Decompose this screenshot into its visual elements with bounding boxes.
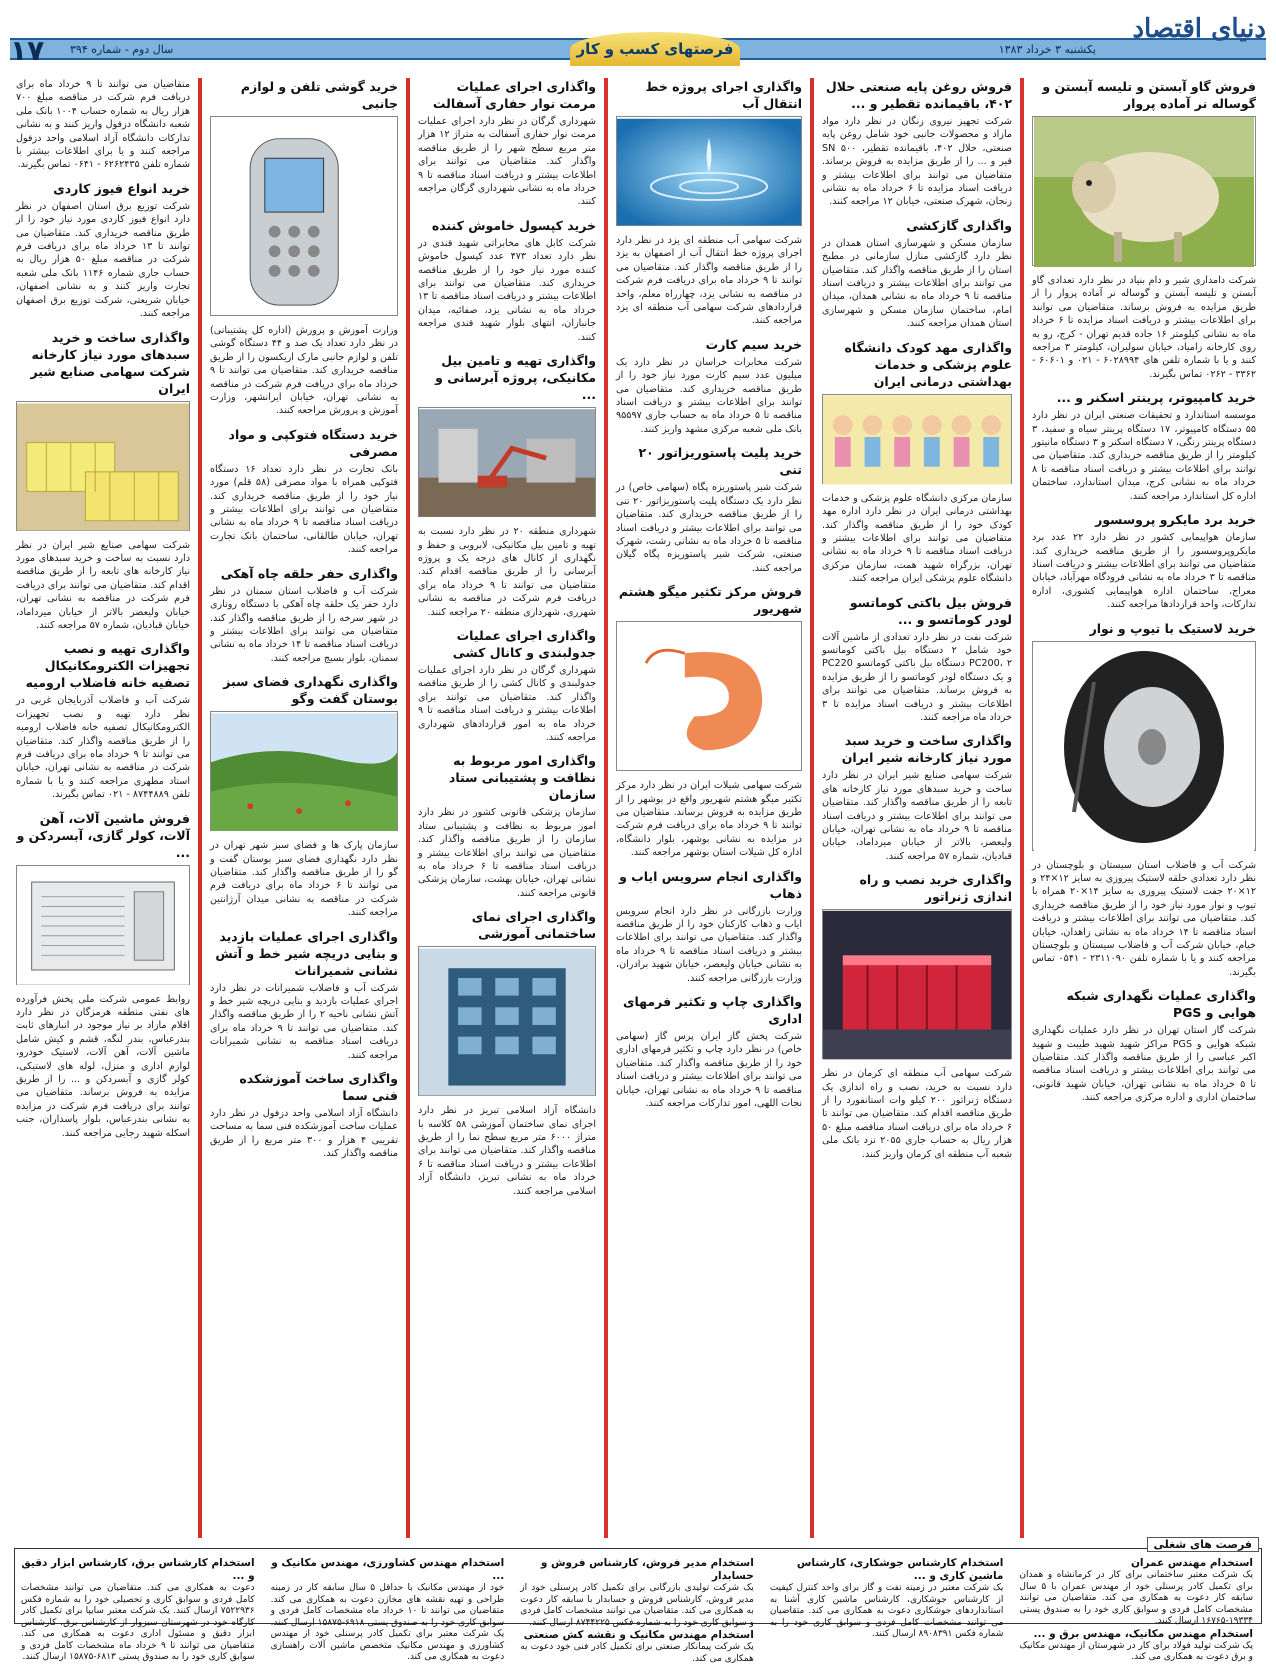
ad-body: شرکت آب و فاضلاب استان سیستان و بلوچستان در نظر دارد تعدادی حلقه لاستیک پیروزی به سایز ۱۲×۲۴ و ۱۲×۲۰ جفت لاستیک پیروزی به سایز ۱۴×۲۰ همراه با تیوپ و نوار مورد نیاز خود را از طریق مناقصه خریداری کند. متقاضیان می توانند برای اطلاعات بیشتر و دریافت اسناد مناقصه تا ۱۴ خرداد ماه به نشانی زاهدان، خیابان خیام، خیابان شرکت آب و فاضلاب سیستان و بلوچستان مراجعه کنند و یا با شماره تلفن ۲۳۱۱۰۹۰ - ۰۵۴۱ تماس بگیرند. (1032, 859, 1257, 978)
ad-title: واگذاری حفر حلقه چاه آهکی (220, 565, 398, 581)
ac-photo (16, 865, 190, 985)
job-body: یک شرکت معتبر در زمینه نفت و گاز برای واحد کنترل کیفیت از کارشناس جوشکاری، کارشناس ماشین کاری آشنا به استانداردهای جوشکاری دعوت به همکاری می کند. متقاضیان می توانند مشخصات کامل فردی و سوابق کاری خود را به شماره فکس ۸۹۰۸۳۹۱ ارسال کنند. (769, 1583, 1004, 1639)
ad-title: واگذاری ساخت و خرید سبد مورد نیاز کارخانه شیر ایران (841, 733, 1012, 766)
ad-article (210, 565, 398, 665)
job-body: یک شرکت پیمانکار صنعتی برای تکمیل کادر فنی خود دعوت به همکاری می کند. (520, 1642, 754, 1664)
ad-article (16, 78, 190, 172)
ad-article (822, 217, 1012, 331)
ad-body: روابط عمومی شرکت ملی پخش فرآورده های نفتی منطقه هرمزگان در نظر دارد اقلام مازاد بر نیاز موجود در انبارهای ثابت بندرعباس، بندر لنگه، قشم و کیش شامل ماشین آلات، آهن آلات، لاستیک خودرو، لوازم اداری و منزل، لوله های لاستیکی، کولر گازی و آبسردکن و ... را از طریق مزایده به فروش برساند. متقاضیان می توانند برای دریافت فرم شرکت در مزایده به نشانی بندرعباس، بلوار پاسداران، جنب اسکله شهید رجایی مراجعه کنند. (16, 993, 190, 1139)
column-divider (198, 78, 202, 1538)
ad-body: سازمان پزشکی قانونی کشور در نظر دارد امور مربوط به نظافت و پشتیبانی ستاد سازمان را از طریق مناقصه واگذار کند. متقاضیان می توانند برای اطلاعات بیشتر و دریافت اسناد مناقصه تا ۶ خرداد ماه به نشانی تهران، خیابان بهشت، سازمان پزشکی قانونی مراجعه کنند. (418, 807, 596, 899)
ad-body: شرکت شیر پاستوریزه پگاه (سهامی خاص) در نظر دارد یک دستگاه پلیت پاستوریزاتور ۲۰ تنی را از طریق مناقصه خریداری کند. متقاضیان می توانند برای اطلاعات بیشتر و دریافت اسناد مناقصه تا ۵ خرداد ماه به نشانی رشت، شهرک صنعتی، شرکت شیر پاستوریزه پگاه گیلان مراجعه کنند. (616, 482, 803, 574)
ad-article (16, 640, 190, 801)
ad-title: خرید پلیت پاستوریزاتور ۲۰ تنی (638, 445, 802, 478)
ad-title: واگذاری خرید نصب و راه اندازی ژنراتور (859, 872, 1012, 905)
column-5 (204, 78, 404, 1540)
ad-title: فروش گاو آبستن و تلیسه آبستن و گوساله نر آماده پروار (1042, 79, 1256, 111)
job-body: یک شرکت معتبر ساختمانی برای کار در کرمانشاه و همدان برای تکمیل کادر پرسنلی خود از مهندس عمران با ۵ سال سابقه کار دعوت به همکاری می کند. متقاضیان می توانند مشخصات کامل فردی و سوابق کاری خود را به صندوق پستی ۱۹۳۳۴-۱۶۷۶۵ ارسال کنند. (1019, 1570, 1254, 1626)
ad-title: واگذاری اجرای پروژه خط انتقال آب (645, 79, 802, 111)
ad-body: شرکت مخابرات خراسان در نظر دارد یک میلیون عدد سیم کارت مورد نیاز خود را از طریق مناقصه خریداری کند. متقاضیان می توانند برای اطلاعات بیشتر و دریافت اسناد مناقصه تا ۵ خرداد ماه به حساب جاری ۹۵۵۹۷ بانک ملی شعبه مرکزی مشهد واریز کنند. (616, 356, 802, 435)
ad-article (616, 868, 802, 985)
ad-title: واگذاری نگهداری فضای سبز بوستان گفت وگو (223, 674, 398, 707)
column-divider (406, 78, 410, 1538)
ad-title: فروش مرکز تکثیر میگو هشتم شهریور (618, 584, 802, 617)
header-date: یکشنبه ۳ خرداد ۱۳۸۳ (998, 43, 1096, 56)
ad-article (210, 324, 398, 418)
job-title: استخدام مهندس مکانیک، مهندس برق و ... (1033, 1627, 1253, 1640)
sheep-photo (1032, 116, 1256, 266)
shrimp-photo (616, 621, 802, 771)
ad-article (616, 234, 802, 328)
ad-body: بانک تجارت در نظر دارد تعداد ۱۶ دستگاه فتوکپی همراه با مواد مصرفی (۵۸ قلم) مورد نیاز خود را از طریق مناقصه خریداری کند. متقاضیان می توانند برای اطلاعات بیشتر و دریافت اسناد مناقصه تا ۹ خرداد ماه به نشانی تهران، خیابان طالقانی، ساختمان بانک تجارت مراجعه کنند. (210, 463, 398, 556)
ad-body: شهرداری گرگان در نظر دارد اجرای عملیات جدولبندی و کانال کشی را از طریق مناقصه واگذار کند. متقاضیان می توانند برای اطلاعات بیشتر و دریافت اسناد مناقصه تا ۹ خرداد ماه به امور قراردادهای شهرداری مراجعه کنند. (418, 664, 596, 743)
ad-article (822, 78, 1012, 209)
ad-body: موسسه استاندارد و تحقیقات صنعتی ایران در نظر دارد ۵۵ دستگاه کامپیوتر، ۱۷ دستگاه پرینتر سیاه و سفید، ۳ دستگاه پرینتر رنگی، ۷ دستگاه اسکنر و ۳ دستگاه مانیتور کیلومتر را از طریق مناقصه خریداری کند. متقاضیان می توانند برای اطلاعات بیشتر و دریافت اسناد مناقصه تا ۸ خرداد ماه به نشانی کرج، میدان استاندارد، ساختمان اداره کل استاندارد مراجعه کنند. (1032, 410, 1256, 502)
column-1 (1026, 78, 1262, 1540)
ad-body: شرکت سهامی صنایع شیر ایران در نظر دارد نسبت به ساخت و خرید سبدهای مورد نیاز کارخانه های تابعه را از طریق مناقصه اقدام کند. متقاضیان می توانند برای دریافت فرم شرکت در مناقصه به نشانی تهران، خیابان ولیعصر بالاتر از خیابان میرداماد، خیابان قبادیان، شماره ۵۷ مراجعه کنند. (16, 539, 190, 631)
ad-article (1032, 511, 1256, 611)
ad-title: خرید گوشی تلفن و لوازم جانبی (240, 79, 398, 111)
ad-article (1032, 274, 1256, 381)
ad-article (1032, 987, 1256, 1104)
ad-article (1032, 859, 1256, 980)
column-divider (1020, 78, 1024, 1538)
ad-body: شرکت سهامی آب منطقه ای کرمان در نظر دارد نسبت به خرید، نصب و راه اندازی یک دستگاه ژنراتور ۲۰۰ کیلو وات استانفورد را از طریق مناقصه اقدام کند. متقاضیان می توانند تا ۶ خرداد ماه برای دریافت اسناد مناقصه مبلغ ۵۰ هزار ریال به حساب جاری ۲۰۵۵ نزد بانک ملی شعبه آب منطقه ای کرمان واریز کنند. (822, 1068, 1013, 1160)
ad-article (822, 1067, 1012, 1161)
ad-article (16, 993, 190, 1140)
newspaper-logo[interactable]: دنیای اقتصاد (1132, 14, 1266, 44)
job-column (267, 1557, 509, 1662)
ad-article (16, 180, 190, 321)
tire-photo (1032, 641, 1256, 851)
ad-body: شرکت آب و فاضلاب استان سمنان در نظر دارد حفر یک حلقه چاه آهکی با دستگاه روتاری در شهر سرخه را از طریق مناقصه واگذار کند. متقاضیان می توانند برای اطلاعات بیشتر و دریافت اسناد مناقصه تا ۱۴ خرداد ماه به نشانی سمنان، بلوار بسیج مراجعه کنند. (210, 585, 398, 664)
column-3 (610, 78, 808, 1540)
ad-article (16, 539, 190, 633)
ad-body: وزارت آموزش و پرورش (اداره کل پشتیبانی) در نظر دارد تعداد یک صد و ۴۴ دستگاه گوشی تلفن و لوازم جانبی مارک اریکسون را از طریق مناقصه خریداری کند. متقاضیان می توانند تا ۹ خرداد ماه برای دریافت فرم شرکت در مناقصه به نشانی تهران، خیابان ایرانشهر، وزارت آموزش و پرورش مراجعه کنند. (210, 325, 398, 417)
job-title: استخدام مهندس مکانیک و نقشه کش صنعتی (523, 1629, 754, 1641)
ad-body: شرکت سهامی صنایع شیر ایران در نظر دارد ساخت و خرید سبدهای مورد نیاز کارخانه های تابعه را از طریق مناقصه واگذار کند. متقاضیان می توانند برای اطلاعات بیشتر و دریافت اسناد مناقصه تا ۹ خرداد ماه به نشانی تهران، خیابان ولیعصر، بالاتر از خیابان میرداماد، خیابان قبادیان، شماره ۵۷ مراجعه کنند. (822, 770, 1012, 862)
ad-article (210, 928, 398, 1062)
ad-article (616, 779, 802, 859)
ad-article (418, 627, 596, 744)
ad-body: شهرداری منطقه ۲۰ در نظر دارد نسبت به تهیه و تامین بیل مکانیکی، لابروبی و حفظ و نگهداری از کانال های درجه یک و پروژه آبرسانی را از طریق مناقصه اقدام کند. متقاضیان می توانند تا ۹ خرداد ماه برای دریافت فرم شرکت در مناقصه به نشانی شهرری، شهرداری منطقه ۲۰ مراجعه کنند. (418, 526, 597, 618)
ad-body: شرکت نفت در نظر دارد تعدادی از ماشین آلات خود شامل ۲ دستگاه بیل باکتی کوماتسو PC200، ۲ دستگاه بیل باکتی کوماتسو PC220 و یک دستگاه لودر کوماتسو را از طریق مزایده به فروش برساند. متقاضیان می توانند برای اطلاعات بیشتر و دریافت اسناد مزایده تا ۳ خرداد ماه مراجعه کنند. (822, 631, 1012, 723)
ad-title: واگذاری اجرای عملیات مرمت نوار حفاری آسفالت (432, 79, 596, 111)
job-body: یک شرکت تولیدی بازرگانی برای تکمیل کادر پرسنلی خود از مدیر فروش، کارشناس فروش و حسابدار با سابقه کار دعوت به همکاری می کند. متقاضیان می توانند مشخصات کامل فردی و سوابق کاری خود را به شماره فکس ۸۷۴۴۲۲۵ ارسال کنند. (520, 1583, 754, 1628)
ad-article (418, 217, 596, 344)
ad-title: واگذاری گازکشی (906, 217, 1012, 233)
ad-article (418, 525, 596, 619)
page-header (10, 8, 1266, 68)
ad-article (822, 594, 1012, 725)
column-4 (412, 78, 602, 1540)
job-title: استخدام مدیر فروش، کارشناس فروش و حسابدار (540, 1557, 754, 1582)
issue-number: سال دوم - شماره ۳۹۴ (70, 43, 174, 56)
ad-body: شرکت پخش گاز ایران پرس گاز (سهامی خاص) در نظر دارد چاپ و تکثیر فرمهای اداری خود را از طریق مناقصه واگذار کند. متقاضیان می توانند برای اطلاعات بیشتر و دریافت اسناد مناقصه تا ۹ خرداد ماه به نشانی تهران، خیابان نجات اللهی، امور تدارکات مراجعه کنند. (616, 1031, 802, 1110)
ad-body: شرکت دامداری شیر و دام بنیاد در نظر دارد تعدادی گاو آبستن و تلیسه آبستن و گوساله نر آماده پروار را از طریق مزایده به فروش برساند. متقاضیان می توانند برای اطلاعات بیشتر و دریافت اسناد مزایده تا ۶ خرداد ماه به نشانی کیلومتر ۱۶ جاده قدیم تهران - کرج، رو به روی کارخانه زامیاد، خیابان سولیران، کیلومتر ۳ مراجعه کنند و یا با شماره تلفن های ۶۰۲۸۹۹۴ - ۰۲۱ و ۶۰۶۰۱ - ۳۳۶۲ - ۰۲۶۲ تماس بگیرند. (1032, 275, 1257, 380)
ad-article (418, 1104, 596, 1198)
ad-title: واگذاری ساخت و خرید سبدهای مورد نیاز کارخانه شرکت سهامی صنایع شیر ایران (30, 329, 190, 396)
column-6 (10, 78, 196, 1540)
construction-photo (418, 407, 596, 517)
job-column (17, 1557, 259, 1662)
ad-body: شرکت آب و فاضلاب شمیرانات در نظر دارد اجرای عملیات بازدید و بنایی دریچه شیر خط و آتش نشانی ناحیه ۲ را از طریق مناقصه واگذار کند. متقاضیان می توانند تا ۹ خرداد ماه برای دریافت اسناد مناقصه به نشانی شمیرانات مراجعه کنند. (210, 982, 398, 1061)
ad-title: واگذاری انجام سرویس ایاب و ذهاب (619, 868, 802, 901)
ad-title: فروش ماشین آلات، آهن آلات، کولر گازی، آبسردکن و ... (16, 810, 190, 860)
ad-title: واگذاری مهد کودک دانشگاه علوم پزشکی و خدمات بهداشتی درمانی ایران (844, 339, 1012, 389)
job-title: استخدام کارشناس جوشکاری، کارشناس ماشین کاری و ... (796, 1557, 1004, 1582)
ad-title: واگذاری تهیه و نصب تجهیزات الکترومکانیکال تصفیه خانه فاضلاب ارومیه (25, 641, 190, 691)
ad-title: واگذاری اجرای عملیات بازدید و بنایی دریچه شیر خط و آتش نشانی شمیرانات (215, 928, 398, 978)
ad-body: دانشگاه آزاد اسلامی تبریز در نظر دارد اجرای نمای ساختمان آموزشی ۵۸ کلاسه با متراژ ۶۰۰۰ متر مربع سطح نما را از طریق مناقصه واگذار کند. متقاضیان می توانند برای اطلاعات بیشتر و دریافت اسناد مناقصه تا ۶ خرداد ماه به نشانی تبریز، دانشگاه آزاد اسلامی مراجعه کنند. (418, 1105, 596, 1197)
ad-body: شرکت توزیع برق استان اصفهان در نظر دارد انواع فیوز کاردی مورد نیاز خود را از طریق مناقصه خریداری کند. متقاضیان می توانند تا ۱۳ خرداد ماه برای دریافت فرم شرکت در مناقصه مبلغ ۵۰ هزار ریال به حساب جاری شماره ۱۱۴۶ بانک ملی شعبه تجارت واریز کنند و به نشانی اصفهان، خیابان شریعتی، شرکت توزیع برق اصفهان مراجعه کنند. (16, 200, 191, 320)
ad-article (210, 78, 398, 316)
ad-article (616, 993, 802, 1110)
ad-article (822, 492, 1012, 586)
job-body: یک شرکت تولید فولاد برای کار در شهرستان از مهندس مکانیک و برق دعوت به همکاری می کند. (1019, 1640, 1253, 1662)
ad-title: خرید دستگاه فتوکپی و مواد مصرفی (228, 426, 398, 459)
ad-title: خرید برد مایکرو پروسسور (1095, 512, 1256, 528)
ad-article (418, 352, 596, 517)
job-column (1015, 1557, 1257, 1662)
job-column (766, 1557, 1008, 1639)
job-opportunities-tag: فرصت های شغلی (1147, 1537, 1259, 1552)
ad-title: واگذاری امور مربوط به نظافت و پشتیبانی ستاد سازمان (448, 753, 596, 803)
ad-body: سازمان مسکن و شهرسازی استان همدان در نظر دارد گازکشی منازل سازمانی در مطبخ استان را از طریق مناقصه واگذار کند. متقاضیان می توانند برای اطلاعات بیشتر و دریافت اسناد مناقصه تا ۹ خرداد ماه به نشانی همدان، میدان امام، ساختمان سازمان مسکن و شهرسازی استان همدان مراجعه کنند. (822, 237, 1012, 330)
ad-article (16, 329, 190, 531)
ad-body: سازمان هواپیمایی کشور در نظر دارد ۲۲ عدد برد مایکروپروسسور را از طریق مناقصه خریداری کند. متقاضیان می توانند برای اطلاعات بیشتر و دریافت اسناد مناقصه تا ۳ خرداد ماه به نشانی فرودگاه مهرآباد، خیابان معراج، ساختمان اداره هواپیمایی کشوری، اداره تدارکات، واحد قراردادها مراجعه کنند. (1032, 532, 1256, 611)
dolls-photo (822, 394, 1012, 484)
ad-article (616, 444, 802, 575)
phone-photo (210, 116, 398, 316)
column-divider (604, 78, 608, 1538)
ad-title: خرید انواع فیوز کاردی (53, 180, 190, 196)
ad-body: متقاضیان می توانند تا ۹ خرداد ماه برای دریافت فرم شرکت در مناقصه مبلغ ۷۰۰ هزار ریال به شماره حساب ۱۰۰۴ بانک ملی شعبه دانشگاه دزفول واریز کنند و به نشانی تدارکات دانشگاه آزاد اسلامی واحد دزفول مراجعه کنند و یا برای اطلاعات بیشتر با شماره تلفن ۶۲۶۲۴۳۵ - ۰۶۴۱ تماس بگیرند. (16, 79, 190, 171)
ad-article (616, 336, 802, 436)
ad-title: فروش روغن پایه صنعتی حلال ۴۰۲، باقیمانده تقطیر و ... (825, 79, 1012, 111)
ad-article (822, 339, 1012, 484)
ad-article (822, 871, 1012, 1059)
ad-article (1032, 78, 1256, 266)
ad-body: وزارت بازرگانی در نظر دارد انجام سرویس ایاب و ذهاب کارکنان خود را از طریق مناقصه واگذار کند. متقاضیان می توانند برای اطلاعات بیشتر و دریافت اسناد مناقصه تا ۹ خرداد ماه به نشانی خیابان ولیعصر، خیابان شهید برادران، وزارت بازرگانی مراجعه کنند. (616, 905, 802, 984)
job-column (516, 1557, 758, 1664)
ad-body: سازمان مرکزی دانشگاه علوم پزشکی و خدمات بهداشتی درمانی ایران در نظر دارد اداره مهد کودک خود را از طریق مناقصه واگذار کند. متقاضیان می توانند برای اطلاعات بیشتر و دریافت اسناد مناقصه تا ۹ خرداد ماه به نشانی تهران، بزرگراه شهید همت، سازمان مرکزی دانشگاه علوم پزشکی ایران مراجعه کنند. (821, 492, 1012, 585)
ad-article (616, 583, 802, 771)
ad-article (1032, 389, 1256, 503)
ad-body: دانشگاه آزاد اسلامی واحد دزفول در نظر دارد عملیات ساخت آموزشکده فنی سما به مساحت تقریبی ۴ هزار و ۳۰۰ متر مربع را از طریق مناقصه واگذار کند. (210, 1108, 398, 1160)
job-title: استخدام مهندس کشاورزی، مهندس مکانیک و ... (271, 1557, 505, 1582)
ad-body: شرکت کابل های مخابراتی شهید قندی در نظر دارد تعداد ۴۷۳ عدد کپسول خاموش کننده مورد نیاز خود را از طریق مناقصه خریداری کند. متقاضیان می توانند برای اطلاعات بیشتر و دریافت اسناد مناقصه تا ۱۳ خرداد ماه به نشانی یزد، صفائیه، میدان جانبازان، انتهای بلوار شهید قندی مراجعه کنند. (418, 237, 596, 343)
ad-article (210, 673, 398, 831)
ad-article (418, 752, 596, 900)
glass-building-photo (418, 946, 596, 1096)
section-title: فرصتهای کسب و کار (570, 32, 740, 66)
column-2 (816, 78, 1018, 1540)
ad-title: واگذاری اجرای عملیات جدولبندی و کانال کشی (452, 627, 596, 660)
ad-title: خرید کپسول خاموش کننده (431, 217, 596, 233)
ad-article (418, 908, 596, 1096)
ad-article (822, 732, 1012, 863)
ad-title: واگذاری اجرای نمای ساختمانی آموزشی (471, 909, 596, 942)
ad-title: واگذاری چاپ و تکثیر فرمهای اداری (623, 994, 802, 1026)
job-title: استخدام مهندس عمران (1130, 1557, 1253, 1569)
ad-title: خرید کامپیوتر، پرینتر اسکنر و ... (1056, 390, 1256, 406)
job-body: خود از مهندس مکانیک با حداقل ۵ سال سابقه کار در زمینه طراحی و تهیه نقشه های مخازن دعوت به همکاری می کند. متقاضیان می توانند تا ۱۰ خرداد ماه مشخصات کامل فردی و سوابق کاری خود را به صندوق پستی ۶۹۱۸-۱۵۸۷۵ ارسال کنند. یک شرکت معتبر برای تکمیل کادر پرسنلی خود از مهندس کشاورزی و مهندس مکانیک متخصص ماشین آلات راهسازی دعوت به همکاری می کند. (270, 1583, 505, 1662)
ad-title: واگذاری ساخت آموزشکده فنی سما (239, 1071, 398, 1103)
ad-body: شرکت سهامی شیلات ایران در نظر دارد مرکز تکثیر میگو هشتم شهریور واقع در بوشهر را از طریق مزایده به فروش برساند. متقاضیان می توانند تا ۹ خرداد ماه برای دریافت فرم شرکت در مزایده به نشانی بوشهر، بلوار دانشگاه، اداره کل شیلات استان بوشهر مراجعه کنند. (616, 780, 802, 859)
job-opportunities-box (14, 1538, 1262, 1664)
ad-body: شرکت سهامی آب منطقه ای یزد در نظر دارد اجرای پروژه خط انتقال آب از اصفهان به یزد را از طریق مناقصه واگذار کند. متقاضیان می توانند تا ۹ خرداد ماه برای دریافت فرم شرکت در مناقصه به نشانی یزد، چهارراه معلم، واحد قراردادهای شرکت سهامی آب منطقه ای یزد مراجعه کنند. (616, 235, 802, 327)
job-title: استخدام کارشناس برق، کارشناس ابزار دقیق و ... (21, 1557, 255, 1582)
ad-title: واگذاری عملیات نگهداری شبکه هوایی و PGS (1066, 988, 1256, 1021)
ad-title: واگذاری تهیه و تامین بیل مکانیکی، پروژه آبرسانی و ... (435, 353, 596, 403)
ad-title: خرید لاستیک با تیوپ و نوار (1089, 620, 1256, 636)
ad-article (210, 839, 398, 919)
building-red-photo (822, 909, 1012, 1059)
job-body: دعوت به همکاری می کند. متقاضیان می توانند مشخصات کامل فردی و سوابق کاری و تحصیلی خود را به شماره فکس ۷۵۲۲۹۳۶ ارسال کنند. یک شرکت معتبر سایپا برای تکمیل کادر کارگاه خود در شهرستان سبزوار از کارشناس برق، کارشناس ابزار دقیق و مسئول اداری دعوت به همکاری می کند. متقاضیان می توانند تا ۹ خرداد ماه مشخصات کامل فردی و سوابق کاری خود را به صندوق پستی ۶۸۱۳-۱۵۸۷۵ ارسال کنند. (21, 1583, 255, 1662)
ad-article (16, 810, 190, 985)
ad-article (418, 78, 596, 209)
ad-title: خرید سیم کارت (705, 336, 802, 352)
ad-article (1032, 620, 1256, 851)
ad-article (210, 426, 398, 557)
ad-article (210, 1070, 398, 1161)
ad-body: شرکت آب و فاضلاب آذربایجان غربی در نظر دارد تهیه و نصب تجهیزات الکترومکانیکال تصفیه خانه فاضلاب ارومیه را از طریق مناقصه واگذار کند. متقاضیان می توانند تا ۹ خرداد ماه برای دریافت فرم شرکت در مناقصه به نشانی تهران، خیابان استاد مطهری مراجعه کنند و یا با شماره تلفن ۸۷۴۴۸۸۹ - ۰۲۱ تماس بگیرند. (16, 695, 191, 801)
page-number: ۱۷ (10, 34, 45, 67)
ad-body: سازمان پارک ها و فضای سبز شهر تهران در نظر دارد نگهداری فضای سبز بوستان گفت و گو را از طریق مناقصه واگذار کند. متقاضیان می توانند تا ۶ خرداد ماه برای دریافت فرم شرکت در مناقصه به نشانی میدان آرژانتین مراجعه کنند. (210, 840, 399, 919)
ad-article (616, 78, 802, 226)
ad-body: شرکت تجهیز نیروی زنگان در نظر دارد مواد مازاد و محصولات جانبی خود شامل روغن پایه صنعتی، حلال ۴۰۲، باقیمانده تقطیر، ۵۰۰ SN قیر و ... را از طریق مزایده به فروش برساند. متقاضیان می توانند برای اطلاعات بیشتر و دریافت اسناد مزایده تا ۶ خرداد ماه به نشانی زنجان، شهرک صنعتی، خیابان ۱۲ مراجعه کنند. (822, 116, 1012, 208)
park-photo (210, 711, 398, 831)
ad-title: فروش بیل باکتی کوماتسو لودر کوماتسو و ... (849, 594, 1012, 627)
water-photo (616, 116, 802, 226)
ad-body: شرکت گاز استان تهران در نظر دارد عملیات نگهداری شبکه هوایی و PGS مراکز شهید شهید طیبت و شهید اکبر عباسی را از طریق مناقصه واگذار کند. متقاضیان می توانند برای اطلاعات بیشتر و دریافت اسناد مناقصه تا ۵ خرداد ماه به نشانی تهران، خیابان شهید قانونی، ساختمان اداری و اداره مرکزی مراجعه کنند. (1032, 1025, 1256, 1104)
column-divider (810, 78, 814, 1538)
ad-body: شهرداری گرگان در نظر دارد اجرای عملیات مرمت نوار حفاری آسفالت به متراژ ۱۲ هزار متر مربع سطح شهر را از طریق مناقصه واگذار کند. متقاضیان می توانند برای اطلاعات بیشتر و دریافت اسناد مناقصه تا ۹ خرداد ماه به نشانی شهرداری گرگان مراجعه کنند. (418, 116, 597, 208)
baskets-photo (16, 401, 190, 531)
